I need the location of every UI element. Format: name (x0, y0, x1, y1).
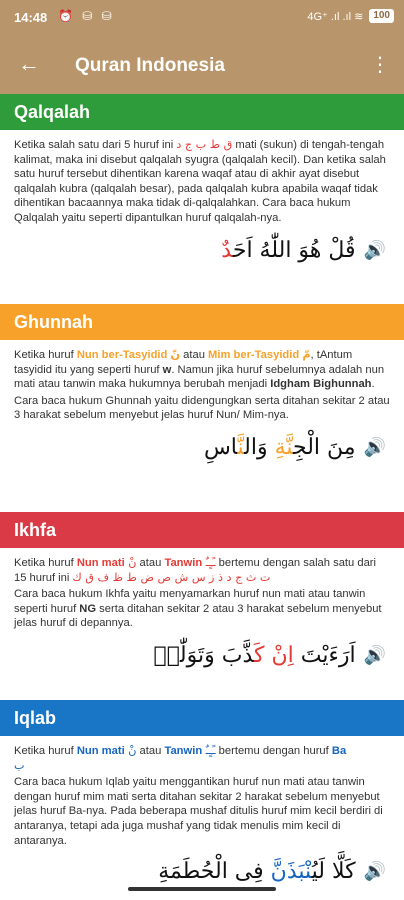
section-qalqalah (0, 94, 404, 268)
example-row-iqlab (0, 850, 404, 886)
speaker-icon[interactable]: 🔊 (363, 645, 386, 666)
section-text-ikhfa: Ketika huruf Nun mati نْ atau Tanwin ـًـٍـٌ bertemu dengan salah satu dari 15 huruf ini ت ث ج د ذ ز س ش ص ض ط ظ ف ق ك Cara baca hukum Ikhfa yaitu menyamarkan huruf nun mati atau tanwin seperti huruf NG serta ditahan sekitar 2 atau 3 harakat sebelum menyebut jelas huruf di depannya. (14, 556, 382, 630)
section-text-qalqalah: Ketika salah satu dari 5 huruf ini ق ط ب ج د mati (sukun) di tengah-tengah kalimat, maka ini disebut qalqalah syugra (qalqalah kecil). Dan ketika salah satu huruf tersebut dihentikan karena waqaf atau di akhir ayat disebut qalqalah kubra (qalqalah besar), pada qalqalah kubra apabila waqaf tidak dihentikan bacaannya maka tidak di-qalqalahkan. Cara baca hukum Qalqalah yaitu seperti dipantulkan huruf qalqalah-nya. (14, 138, 386, 224)
speaker-icon[interactable]: 🔊 (363, 240, 386, 261)
status-bar (0, 0, 404, 36)
arabic-example-ikhfa: اَرَءَيْتَ اِنْ كَذَّبَ وَتَوَلّٰىۗ (153, 643, 356, 669)
arabic-example-ghunnah: مِنَ الْجِنَّةِ وَالنَّاسِ (203, 435, 356, 461)
section-title-qalqalah: Qalqalah (0, 94, 404, 130)
section-text-iqlab: Ketika huruf Nun mati نْ atau Tanwin ـًـٍـٌ bertemu dengan huruf Ba ب Cara baca hukum Iqlab yaitu menggantikan huruf nun mati atau tanwin dengan huruf mim mati serta ditahan sekitar 2 harakat sebelum menyebut jelas huruf Ba-nya. Pada beberapa mushaf ditulis huruf mim kecil berdiri di antaranya, tetapi ada juga mushaf yang tidak menulis mim kecil di antaranya. (14, 744, 383, 847)
gesture-nav-bar[interactable] (128, 887, 276, 891)
network-signal-icon: 4G⁺ .ıl .ıl ≋ (307, 10, 364, 23)
section-text-ghunnah: Ketika huruf Nun ber-Tasyidid نّ atau Mim ber-Tasyidid مّ, tAntum tasyidid itu yang seperti huruf w. Namun jika huruf sebelumnya adalah nun mati atau tanwin maka hukumnya berubah menjadi Idgham Bighunnah. Cara baca hukum Ghunnah yaitu didengungkan serta ditahan sekitar 2 atau 3 harakat sebelum menyebut jelas huruf Nun/ Mim-nya. (14, 349, 390, 422)
example-row-ghunnah (0, 425, 404, 465)
section-ikhfa (0, 512, 404, 673)
section-title-ikhfa: Ikhfa (0, 512, 404, 548)
qalqalah-letters: ق ط ب ج د (176, 138, 233, 151)
section-title-iqlab: Iqlab (0, 700, 404, 736)
speaker-icon[interactable]: 🔊 (363, 860, 386, 881)
arabic-example-iqlab: كَلَّا لَيُنْبَذَنَّ فِى الْحُطَمَةِ (158, 858, 356, 884)
notification-icons: ⏰ ⛁ ⛁ (58, 9, 115, 23)
app-bar (0, 36, 404, 94)
example-row-ikhfa (0, 633, 404, 673)
back-arrow-icon[interactable]: ← (18, 51, 40, 76)
section-iqlab (0, 700, 404, 886)
arabic-example-qalqalah: قُلْ هُوَ اللّٰهُ اَحَدٌ (221, 238, 356, 264)
section-ghunnah (0, 304, 404, 465)
status-time: 14:48 (14, 10, 48, 25)
speaker-icon[interactable]: 🔊 (363, 437, 386, 458)
ikhfa-letters: ت ث ج د ذ ز س ش ص ض ط ظ ف ق ك (72, 570, 271, 584)
section-title-ghunnah: Ghunnah (0, 304, 404, 340)
more-vert-icon[interactable]: ⋮ (370, 54, 390, 76)
app-title: Quran Indonesia (75, 55, 225, 76)
battery-icon: 100 (369, 9, 394, 23)
example-row-qalqalah (0, 228, 404, 268)
status-right (307, 9, 394, 23)
